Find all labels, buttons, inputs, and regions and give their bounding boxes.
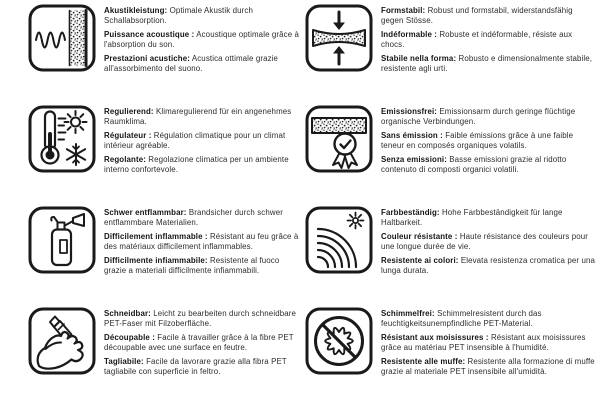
feature-label: Resistente ai colori: (381, 255, 459, 265)
feature-card-colorfast (305, 206, 597, 307)
feature-label: Indéformable : (381, 29, 438, 39)
no-mold-icon (305, 307, 373, 375)
feature-entry: Couleur résistante : Haute résistance des couleurs pour une longue durée de vie. (381, 231, 589, 251)
feature-entry: Découpable : Facile à travailler grâce à la fibre PET découpable avec une surface en feutre. (104, 332, 294, 352)
feature-label: Formstabil: (381, 6, 426, 15)
feature-label: Schneidbar: (104, 309, 151, 318)
feature-texts (381, 206, 597, 280)
feature-entry: Sans émission : Faible émissions grâce à une faible teneur en composés organiques volatils. (381, 130, 574, 150)
feature-entry: Difficilement inflammable : Résistant au feu grâce à des matériaux difficilement inflammables. (104, 231, 299, 251)
feature-entry: Tagliabile: Facile da lavorare grazie alla fibra PET tagliabile con superficie in feltro. (104, 356, 287, 376)
feature-entry: Résistant aux moisissures : Résistant aux moisissures grâce au matériau PET insensible à l'humidité. (381, 332, 586, 352)
feature-entry: Stabile nella forma: Robusto e dimensionalmente stabile, resistente agli urti. (381, 53, 593, 73)
feature-texts (381, 307, 597, 381)
feature-label: Régulateur : (104, 130, 152, 140)
feature-label: Akustikleistung: (104, 6, 168, 15)
feature-card-cuttable (28, 307, 300, 408)
sound-absorption-icon (28, 4, 96, 72)
feature-label: Prestazioni acustiche: (104, 53, 190, 63)
feature-label: Stabile nella forma: (381, 53, 457, 63)
feature-label: Resistente alle muffe: (381, 356, 466, 366)
feature-entry: Regolante: Regolazione climatica per un ambiente interno confortevole. (104, 154, 289, 174)
feature-texts (381, 4, 597, 78)
feature-entry: Puissance acoustique : Acoustique optimale grâce à l'absorption du son. (104, 29, 300, 49)
feature-texts (104, 307, 300, 381)
feature-label: Emissionsfrei: (381, 107, 438, 116)
feature-texts (104, 206, 300, 280)
feature-entry: Indéformable : Robuste et indéformable, résiste aux chocs. (381, 29, 573, 49)
feature-label: Schwer entflammbar: (104, 208, 187, 217)
feature-entry: Emissionsfrei: Emissionsarm durch geringe flüchtige organische Verbindungen. (381, 107, 576, 126)
feature-label: Regolante: (104, 154, 146, 164)
feature-entry: Farbbeständig: Hohe Farbbeständigkeit für lange Haltbarkeit. (381, 208, 563, 227)
feature-card-emission (305, 105, 597, 206)
feature-entry: Resistente alle muffe: Resistente alla formazione di muffe grazie al materiale PET insensibile all'umidità. (381, 356, 595, 376)
feature-label: Couleur résistante : (381, 231, 458, 241)
feature-label: Farbbeständig: (381, 208, 440, 217)
feature-entry: Prestazioni acustiche: Acustica ottimale grazie all'assorbimento del suono. (104, 53, 279, 73)
feature-card-acoustic (28, 4, 300, 105)
feature-label: Puissance acoustique : (104, 29, 195, 39)
feature-label: Schimmelfrei: (381, 309, 435, 318)
feature-texts (381, 105, 597, 179)
feature-label: Sans émission : (381, 130, 443, 140)
feature-entry: Akustikleistung: Optimale Akustik durch Schallabsorption. (104, 6, 253, 25)
feature-texts (104, 4, 300, 78)
color-fastness-icon (305, 206, 373, 274)
feature-entry: Schneidbar: Leicht zu bearbeiten durch schneidbare PET-Faser mit Filzoberfläche. (104, 309, 296, 328)
fire-extinguisher-icon (28, 206, 96, 274)
feature-texts (104, 105, 300, 179)
feature-entry: Schwer entflammbar: Brandsicher durch schwer entflammbare Materialien. (104, 208, 283, 227)
cuttable-hand-knife-icon (28, 307, 96, 375)
feature-label: Difficilmente infiammabile: (104, 255, 208, 265)
feature-entry: Régulateur : Régulation climatique pour un climat intérieur agréable. (104, 130, 286, 150)
feature-entry: Regulierend: Klimaregulierend für ein angenehmes Raumklima. (104, 107, 292, 126)
feature-label: Regulierend: (104, 107, 154, 116)
low-emission-certificate-icon (305, 105, 373, 173)
feature-card-mold (305, 307, 597, 408)
feature-label: Difficilement inflammable : (104, 231, 208, 241)
feature-card-flame (28, 206, 300, 307)
feature-label: Tagliabile: (104, 356, 144, 366)
shape-stability-icon (305, 4, 373, 72)
feature-card-climate (28, 105, 300, 206)
feature-label: Résistant aux moisissures : (381, 332, 489, 342)
feature-label: Découpable : (104, 332, 155, 342)
feature-card-stability (305, 4, 597, 105)
feature-entry: Formstabil: Robust und formstabil, widerstandsfähig gegen Stösse. (381, 6, 573, 25)
feature-entry: Resistente ai colori: Elevata resistenza cromatica per una lunga durata. (381, 255, 595, 275)
feature-entry: Schimmelfrei: Schimmelresistent durch das feuchtigkeitsunempfindliche PET-Material. (381, 309, 542, 328)
feature-label: Senza emissioni: (381, 154, 447, 164)
feature-entry: Senza emissioni: Basse emissioni grazie al ridotto contenuto di composti organici volatili. (381, 154, 567, 174)
feature-entry: Difficilmente infiammabile: Resistente al fuoco grazie a materiali difficilmente infiammabili. (104, 255, 280, 275)
climate-regulation-icon (28, 105, 96, 173)
